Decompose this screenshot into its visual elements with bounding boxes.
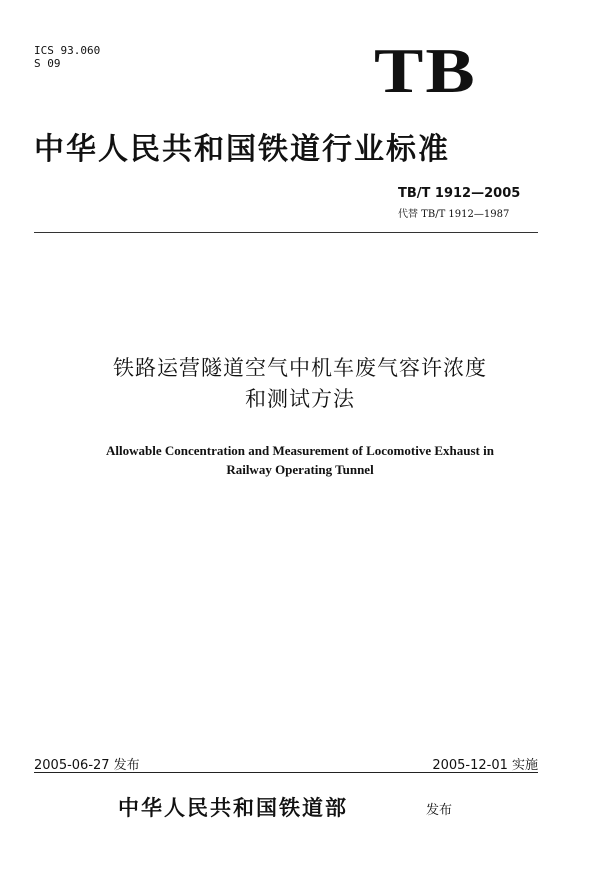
- footer-divider: [34, 772, 538, 773]
- header-divider: [34, 232, 538, 233]
- title-en-line2: Railway Operating Tunnel: [226, 462, 374, 477]
- issuer-name: 中华人民共和国铁道部: [118, 795, 348, 820]
- ics-code: ICS 93.060: [34, 44, 101, 57]
- tb-logo: TB: [374, 36, 477, 107]
- title-en-line1: Allowable Concentration and Measurement of Locomotive Exhaust in: [106, 443, 494, 458]
- replaces-note: 代替 TB/T 1912—1987: [398, 209, 510, 220]
- title-cn-line1: 铁路运营隧道空气中机车废气容许浓度: [113, 356, 487, 380]
- class-code: S 09: [34, 57, 61, 70]
- org-title: 中华人民共和国铁道行业标准: [34, 132, 450, 167]
- title-cn-line2: 和测试方法: [245, 387, 355, 411]
- issuer-suffix: 发布: [426, 803, 453, 818]
- issue-date: 2005-06-27 发布: [34, 758, 140, 773]
- classification-block: [34, 44, 100, 70]
- standard-number: TB/T 1912—2005: [398, 186, 521, 201]
- effective-date: 2005-12-01 实施: [432, 758, 538, 773]
